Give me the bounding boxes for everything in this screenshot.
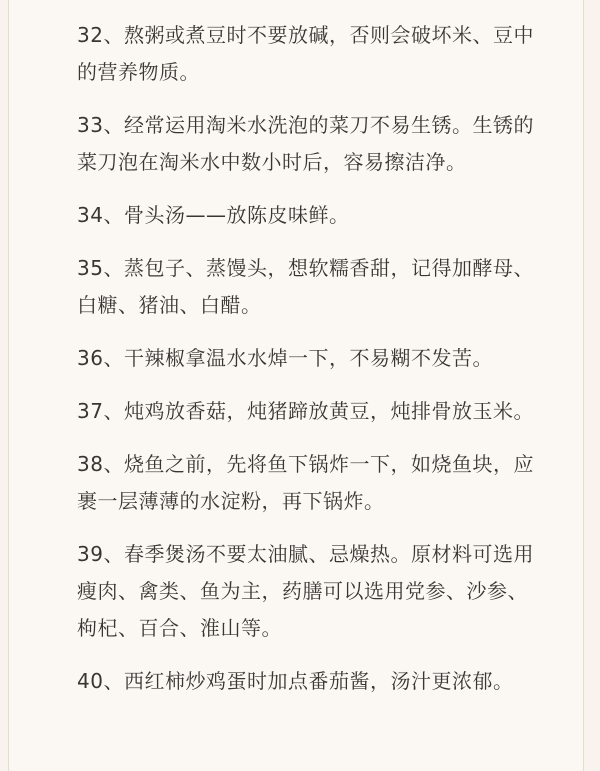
- tip-item: 37、炖鸡放香菇，炖猪蹄放黄豆，炖排骨放玉米。: [77, 399, 534, 423]
- cooking-tips-list: [77, 17, 547, 716]
- tip-item: 34、骨头汤——放陈皮味鲜。: [77, 203, 350, 227]
- tip-item: 40、西红柿炒鸡蛋时加点番茄酱，汤汁更浓郁。: [77, 669, 514, 693]
- tip-item: 32、熬粥或煮豆时不要放碱，否则会破坏米、豆中的营养物质。: [77, 23, 534, 84]
- tip-item: 36、干辣椒拿温水水焯一下，不易糊不发苦。: [77, 346, 493, 370]
- tip-item: 39、春季煲汤不要太油腻、忌燥热。原材料可选用瘦肉、禽类、鱼为主，药膳可以选用党参、沙参、枸杞、百合、淮山等。: [77, 542, 534, 640]
- article-page: [8, 0, 584, 771]
- tip-item: 38、烧鱼之前，先将鱼下锅炸一下，如烧鱼块，应裹一层薄薄的水淀粉，再下锅炸。: [77, 452, 534, 513]
- tip-item: 33、经常运用淘米水洗泡的菜刀不易生锈。生锈的菜刀泡在淘米水中数小时后，容易擦洁净。: [77, 113, 534, 174]
- tip-item: 35、蒸包子、蒸馒头，想软糯香甜，记得加酵母、白糖、猪油、白醋。: [77, 256, 534, 317]
